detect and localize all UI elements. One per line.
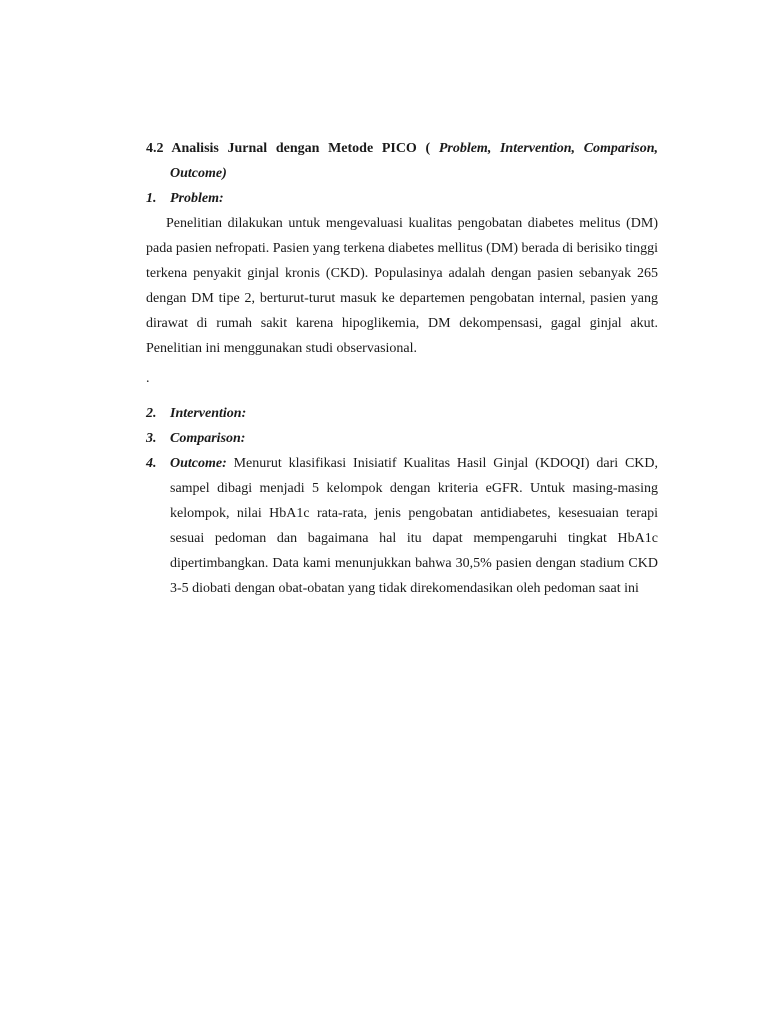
section-heading	[146, 136, 658, 161]
outcome-text: Menurut klasifikasi Inisiatif Kualitas Hasil Ginjal (KDOQI) dari CKD, sampel dibagi menjadi 5 kelompok dengan kriteria eGFR. Untuk masing-masing kelompok, nilai HbA1c rata-rata, jenis pengobatan antidiabetes, kesesuaian terapi sesuai pedoman dan bagaimana hal itu dapat mempengaruhi tingkat HbA1c dipertimbangkan. Data kami menunjukkan bahwa 30,5% pasien dengan stadium CKD 3-5 diobati dengan obat-obatan yang tidak direkomendasikan oleh pedoman saat ini	[170, 456, 659, 596]
problem-paragraph: Penelitian dilakukan untuk mengevaluasi kualitas pengobatan diabetes melitus (DM) pada pasien nefropati. Pasien yang terkena diabetes mellitus (DM) berada di berisiko tinggi terkena penyakit ginjal kronis (CKD). Populasinya adalah dengan pasien sebanyak 265 dengan DM tipe 2, berturut-turut masuk ke departemen pengobatan internal, pasien yang dirawat di rumah sakit karena hipoglikemia, DM dekompensasi, gagal ginjal akut. Penelitian ini menggunakan studi observasional.	[146, 216, 659, 356]
document-page	[146, 136, 658, 601]
intervention-number: 2.	[146, 406, 157, 421]
heading-italic: Problem, Intervention, Comparison,	[438, 141, 659, 156]
heading-title: 4.2 Analisis Jurnal dengan Metode PICO (	[146, 141, 431, 156]
problem-item	[146, 186, 658, 211]
problem-label: Problem:	[170, 191, 224, 206]
intervention-item	[146, 401, 658, 426]
intervention-label: Intervention:	[170, 406, 247, 421]
problem-number: 1.	[146, 191, 157, 206]
separator-dot: .	[146, 371, 150, 386]
outcome-label: Outcome:	[170, 456, 227, 471]
outcome-number: 4.	[146, 456, 157, 471]
separator-line	[146, 361, 658, 401]
heading-continuation: Outcome)	[170, 166, 227, 181]
comparison-item	[146, 426, 658, 451]
comparison-label: Comparison:	[170, 431, 246, 446]
outcome-item	[146, 451, 658, 601]
comparison-number: 3.	[146, 431, 157, 446]
